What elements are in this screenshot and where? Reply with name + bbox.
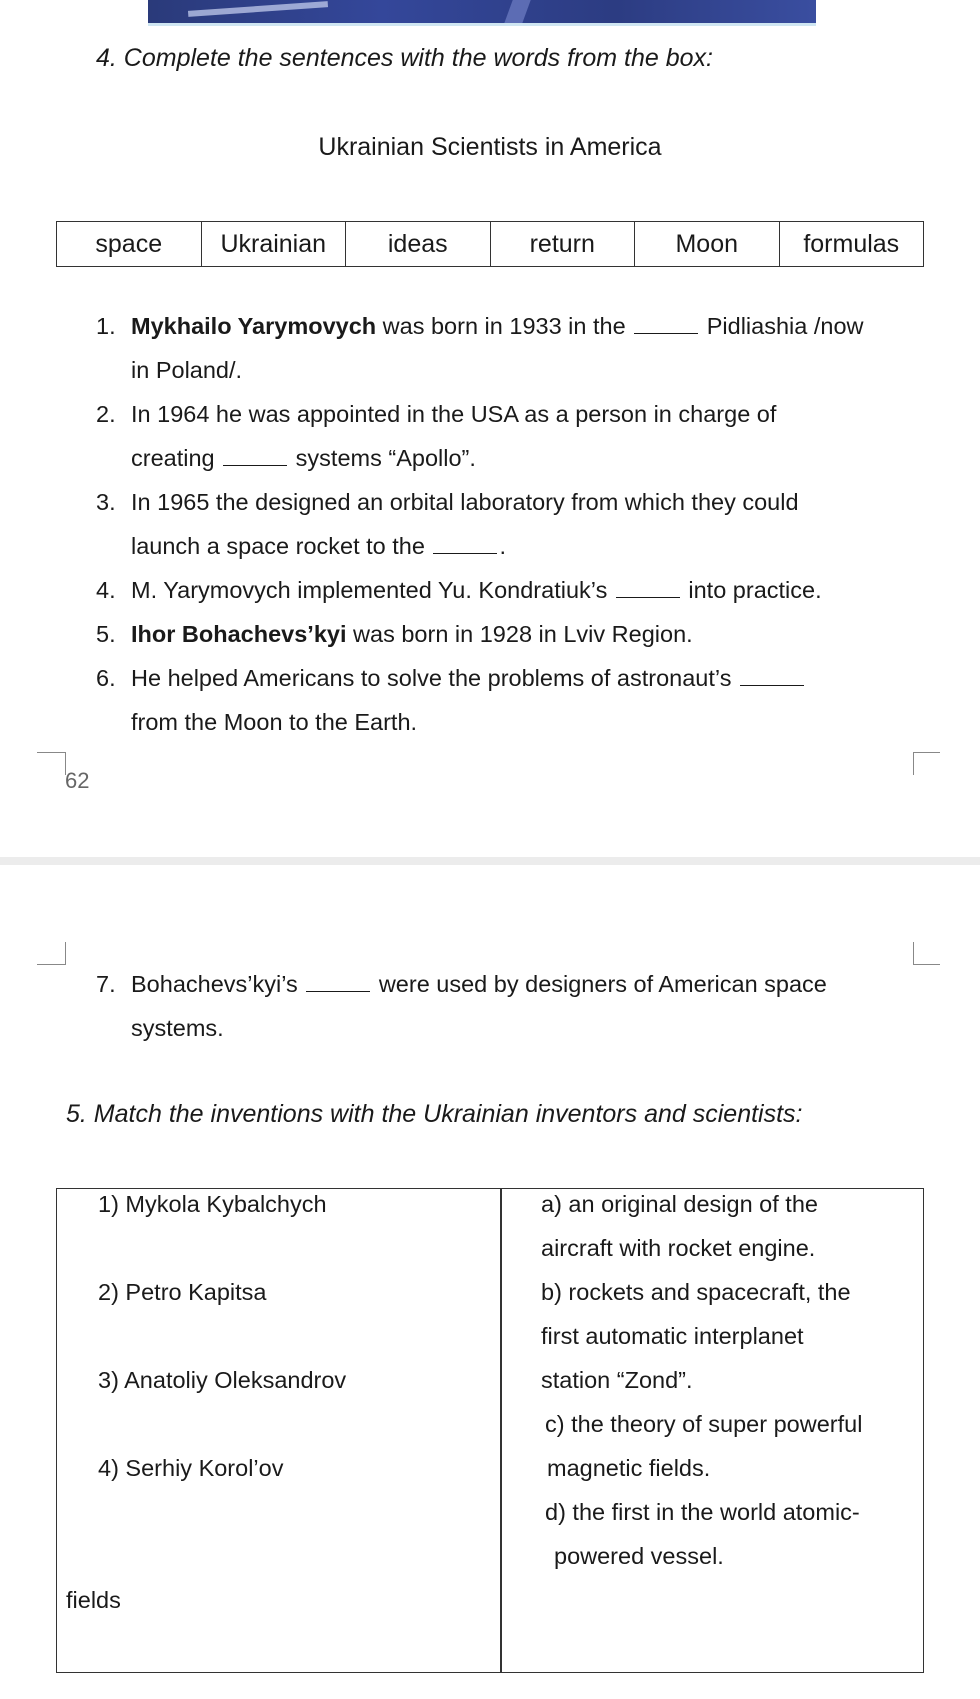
sentence-text: from the Moon to the Earth. bbox=[131, 709, 418, 735]
sentence-text: were used by designers of American space bbox=[372, 971, 827, 997]
sentence-number: 1. bbox=[96, 313, 116, 339]
answer-blank[interactable] bbox=[740, 671, 804, 686]
sentence-text: Pidliashia /now bbox=[700, 313, 864, 339]
inventor-item: 1) Mykola Kybalchych bbox=[98, 1191, 327, 1217]
word-box-cell: ideas bbox=[346, 222, 491, 267]
sentence-number: 6. bbox=[96, 665, 116, 691]
sentence-number: 4. bbox=[96, 577, 116, 603]
sentence-text: He helped Americans to solve the problems of astronaut’s bbox=[131, 665, 738, 691]
word-box-cell: Ukrainian bbox=[201, 222, 346, 267]
exercise-5-instruction: 5. Match the inventions with the Ukrainian inventors and scientists: bbox=[66, 1100, 803, 1128]
word-box bbox=[56, 221, 924, 267]
sentence-text: M. Yarymovych implemented Yu. Kondratiuk’s bbox=[131, 577, 614, 603]
answer-blank[interactable] bbox=[634, 319, 698, 334]
sentence-number: 5. bbox=[96, 621, 116, 647]
invention-line: station “Zond”. bbox=[541, 1367, 693, 1393]
matching-table bbox=[56, 1188, 924, 1673]
word-box-cell: return bbox=[490, 222, 635, 267]
sentence-text: in Poland/. bbox=[131, 357, 243, 383]
sentence-number: 2. bbox=[96, 401, 116, 427]
invention-line: aircraft with rocket engine. bbox=[541, 1235, 816, 1261]
sentence-text: was born in 1933 in the bbox=[376, 313, 633, 339]
invention-line: powered vessel. bbox=[554, 1543, 724, 1569]
invention-line: first automatic interplanet bbox=[541, 1323, 804, 1349]
sentence-item bbox=[96, 656, 914, 744]
exercise-4-instruction: 4. Complete the sentences with the words from the box: bbox=[96, 44, 713, 72]
page-corner-mark bbox=[913, 752, 940, 775]
answer-blank[interactable] bbox=[223, 451, 287, 466]
answer-blank[interactable] bbox=[306, 977, 370, 992]
invention-line: a) an original design of the bbox=[541, 1191, 818, 1217]
sentence-number: 3. bbox=[96, 489, 116, 515]
header-illustration bbox=[148, 0, 816, 26]
scientist-name: Mykhailo Yarymovych bbox=[131, 313, 377, 339]
page-corner-mark bbox=[37, 942, 66, 965]
sentence-text: In 1965 the designed an orbital laboratory from which they could bbox=[131, 489, 799, 515]
sentence-number: 7. bbox=[96, 971, 116, 997]
inventor-item: 4) Serhiy Korol’ov bbox=[98, 1455, 284, 1481]
answer-blank[interactable] bbox=[616, 583, 680, 598]
scientist-name: Ihor Bohachevs’kyi bbox=[131, 621, 347, 647]
sentence-text: creating bbox=[131, 445, 222, 471]
word-box-title: Ukrainian Scientists in America bbox=[318, 133, 662, 161]
sentence-text: launch a space rocket to the bbox=[131, 533, 432, 559]
invention-line: magnetic fields. bbox=[547, 1455, 711, 1481]
word-box-cell: formulas bbox=[779, 222, 924, 267]
sentence-text: systems. bbox=[131, 1015, 224, 1041]
invention-line: d) the first in the world atomic- bbox=[545, 1499, 860, 1525]
sentence-item bbox=[96, 962, 914, 1050]
sentence-item bbox=[96, 392, 914, 480]
sentence-item bbox=[96, 568, 914, 612]
table-divider bbox=[500, 1189, 502, 1672]
page-separator bbox=[0, 857, 980, 865]
sentence-text: Bohachevs’kyi’s bbox=[131, 971, 305, 997]
page-number: 62 bbox=[65, 768, 90, 793]
stray-word: fields bbox=[66, 1587, 121, 1613]
sentence-item bbox=[96, 304, 914, 392]
sentence-item bbox=[96, 612, 914, 656]
sentence-item bbox=[96, 480, 914, 568]
word-box-cell: Moon bbox=[635, 222, 780, 267]
invention-line: c) the theory of super powerful bbox=[545, 1411, 863, 1437]
invention-line: b) rockets and spacecraft, the bbox=[541, 1279, 851, 1305]
answer-blank[interactable] bbox=[433, 539, 497, 554]
sentence-text: into practice. bbox=[681, 577, 822, 603]
sentence-text: systems “Apollo”. bbox=[289, 445, 476, 471]
word-box-cell: space bbox=[57, 222, 202, 267]
sentence-text: In 1964 he was appointed in the USA as a person in charge of bbox=[131, 401, 777, 427]
sentence-text: . bbox=[499, 533, 506, 559]
page-corner-mark bbox=[913, 942, 940, 965]
sentence-list bbox=[96, 304, 914, 744]
sentence-text: was born in 1928 in Lviv Region. bbox=[346, 621, 693, 647]
sentence-list bbox=[96, 962, 914, 1050]
inventor-item: 2) Petro Kapitsa bbox=[98, 1279, 267, 1305]
page-corner-mark bbox=[37, 752, 66, 775]
inventor-item: 3) Anatoliy Oleksandrov bbox=[98, 1367, 347, 1393]
